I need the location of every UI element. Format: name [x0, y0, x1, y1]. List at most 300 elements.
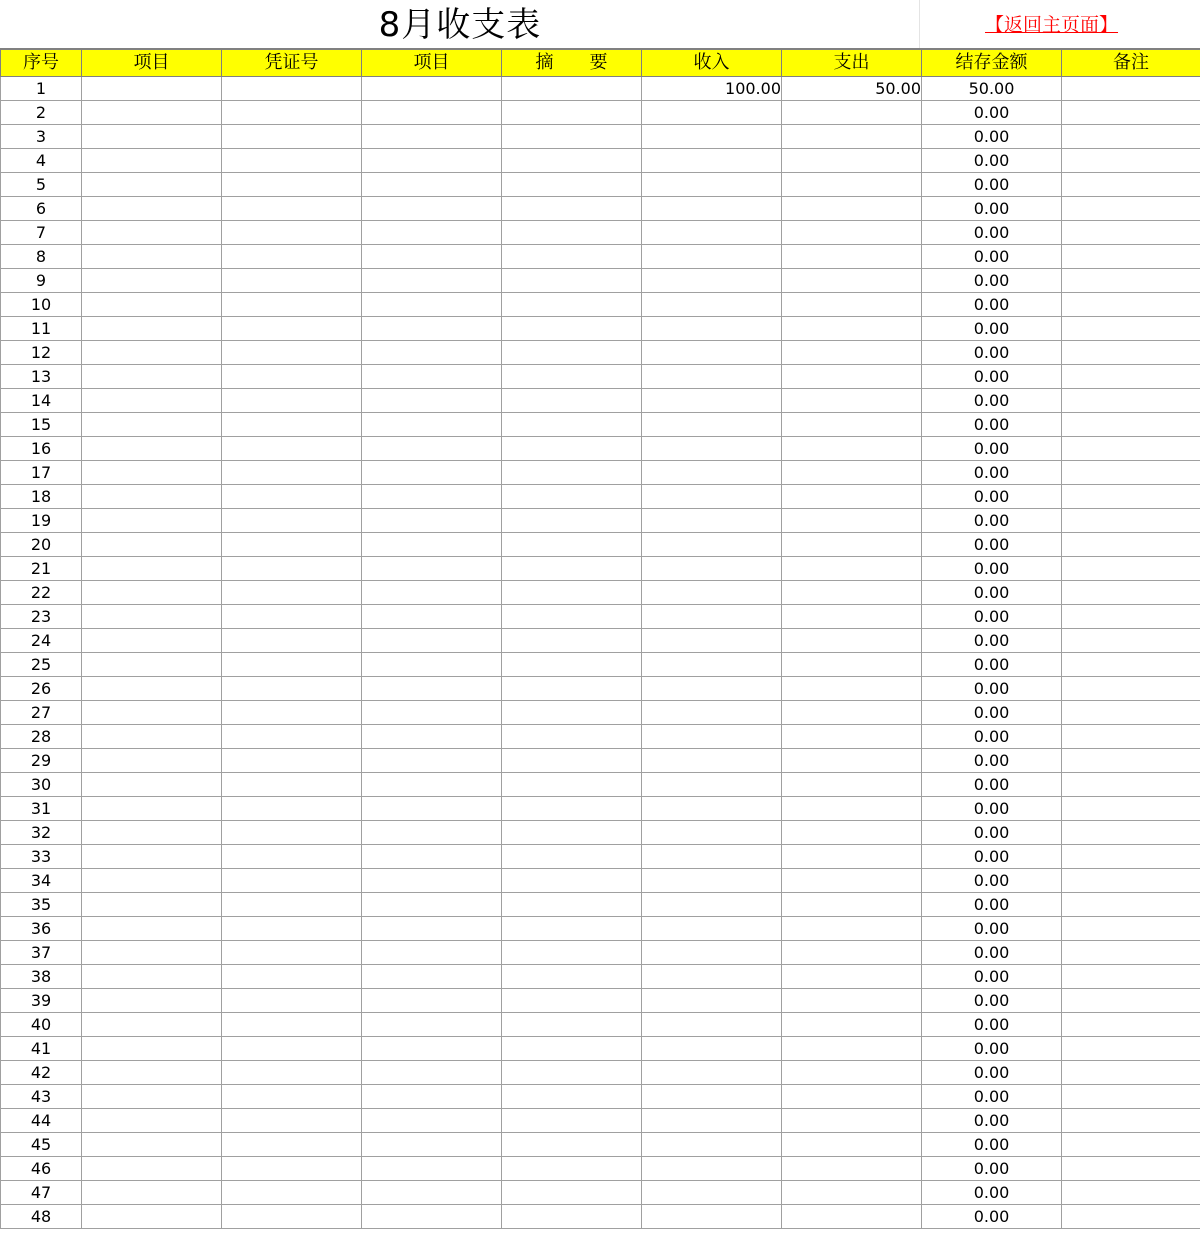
cell-serial-number[interactable]: 18 [1, 485, 82, 509]
cell-summary[interactable] [502, 413, 642, 437]
cell-serial-number[interactable]: 39 [1, 989, 82, 1013]
cell-voucher-number[interactable] [222, 269, 362, 293]
cell-income[interactable] [642, 653, 782, 677]
cell-voucher-number[interactable] [222, 965, 362, 989]
cell-item[interactable] [82, 413, 222, 437]
header-cell-expense[interactable]: 支出 [782, 50, 922, 77]
cell-item-2[interactable] [362, 197, 502, 221]
cell-expense[interactable] [782, 989, 922, 1013]
cell-voucher-number[interactable] [222, 1133, 362, 1157]
cell-serial-number[interactable]: 30 [1, 773, 82, 797]
cell-serial-number[interactable]: 17 [1, 461, 82, 485]
cell-income[interactable]: 100.00 [642, 77, 782, 101]
cell-income[interactable] [642, 317, 782, 341]
cell-expense[interactable] [782, 797, 922, 821]
cell-item[interactable] [82, 605, 222, 629]
header-cell-balance[interactable]: 结存金额 [922, 50, 1062, 77]
cell-serial-number[interactable]: 10 [1, 293, 82, 317]
cell-voucher-number[interactable] [222, 701, 362, 725]
cell-remarks[interactable] [1062, 677, 1200, 701]
cell-remarks[interactable] [1062, 1157, 1200, 1181]
cell-expense[interactable] [782, 293, 922, 317]
header-cell-serial-number[interactable]: 序号 [1, 50, 82, 77]
cell-expense[interactable] [782, 845, 922, 869]
cell-item[interactable] [82, 893, 222, 917]
cell-remarks[interactable] [1062, 989, 1200, 1013]
cell-summary[interactable] [502, 1037, 642, 1061]
cell-balance[interactable]: 0.00 [922, 101, 1062, 125]
cell-income[interactable] [642, 245, 782, 269]
cell-serial-number[interactable]: 46 [1, 1157, 82, 1181]
cell-remarks[interactable] [1062, 653, 1200, 677]
cell-balance[interactable]: 0.00 [922, 797, 1062, 821]
cell-item[interactable] [82, 77, 222, 101]
cell-serial-number[interactable]: 20 [1, 533, 82, 557]
cell-summary[interactable] [502, 845, 642, 869]
cell-expense[interactable] [782, 221, 922, 245]
cell-item[interactable] [82, 1085, 222, 1109]
cell-expense[interactable] [782, 1085, 922, 1109]
cell-income[interactable] [642, 365, 782, 389]
cell-item-2[interactable] [362, 125, 502, 149]
cell-serial-number[interactable]: 14 [1, 389, 82, 413]
cell-voucher-number[interactable] [222, 893, 362, 917]
cell-item-2[interactable] [362, 725, 502, 749]
cell-remarks[interactable] [1062, 725, 1200, 749]
header-cell-summary[interactable]: 摘 要 [502, 50, 642, 77]
cell-item-2[interactable] [362, 293, 502, 317]
cell-summary[interactable] [502, 653, 642, 677]
cell-item-2[interactable] [362, 173, 502, 197]
cell-item[interactable] [82, 341, 222, 365]
cell-item-2[interactable] [362, 581, 502, 605]
cell-serial-number[interactable]: 34 [1, 869, 82, 893]
cell-serial-number[interactable]: 44 [1, 1109, 82, 1133]
cell-expense[interactable] [782, 653, 922, 677]
cell-voucher-number[interactable] [222, 341, 362, 365]
cell-voucher-number[interactable] [222, 1205, 362, 1229]
cell-remarks[interactable] [1062, 869, 1200, 893]
cell-balance[interactable]: 0.00 [922, 1133, 1062, 1157]
cell-summary[interactable] [502, 1205, 642, 1229]
cell-balance[interactable]: 0.00 [922, 773, 1062, 797]
cell-serial-number[interactable]: 29 [1, 749, 82, 773]
cell-serial-number[interactable]: 38 [1, 965, 82, 989]
cell-expense[interactable] [782, 437, 922, 461]
cell-summary[interactable] [502, 701, 642, 725]
cell-expense[interactable] [782, 917, 922, 941]
cell-item[interactable] [82, 173, 222, 197]
cell-serial-number[interactable]: 22 [1, 581, 82, 605]
cell-item-2[interactable] [362, 1205, 502, 1229]
cell-summary[interactable] [502, 197, 642, 221]
cell-item[interactable] [82, 725, 222, 749]
cell-balance[interactable]: 0.00 [922, 125, 1062, 149]
cell-item-2[interactable] [362, 629, 502, 653]
cell-item-2[interactable] [362, 797, 502, 821]
cell-voucher-number[interactable] [222, 293, 362, 317]
cell-item-2[interactable] [362, 317, 502, 341]
header-cell-voucher-number[interactable]: 凭证号 [222, 50, 362, 77]
cell-item-2[interactable] [362, 893, 502, 917]
cell-remarks[interactable] [1062, 149, 1200, 173]
cell-summary[interactable] [502, 773, 642, 797]
cell-remarks[interactable] [1062, 269, 1200, 293]
cell-income[interactable] [642, 293, 782, 317]
cell-summary[interactable] [502, 341, 642, 365]
cell-voucher-number[interactable] [222, 461, 362, 485]
cell-item-2[interactable] [362, 1133, 502, 1157]
cell-summary[interactable] [502, 893, 642, 917]
cell-item-2[interactable] [362, 1157, 502, 1181]
cell-income[interactable] [642, 1061, 782, 1085]
cell-voucher-number[interactable] [222, 437, 362, 461]
cell-summary[interactable] [502, 269, 642, 293]
cell-balance[interactable]: 0.00 [922, 725, 1062, 749]
cell-serial-number[interactable]: 45 [1, 1133, 82, 1157]
cell-remarks[interactable] [1062, 893, 1200, 917]
cell-item[interactable] [82, 365, 222, 389]
cell-expense[interactable] [782, 101, 922, 125]
cell-remarks[interactable] [1062, 917, 1200, 941]
cell-voucher-number[interactable] [222, 941, 362, 965]
cell-remarks[interactable] [1062, 557, 1200, 581]
cell-expense[interactable] [782, 725, 922, 749]
cell-remarks[interactable] [1062, 365, 1200, 389]
cell-balance[interactable]: 0.00 [922, 509, 1062, 533]
cell-item-2[interactable] [362, 869, 502, 893]
cell-serial-number[interactable]: 24 [1, 629, 82, 653]
cell-serial-number[interactable]: 40 [1, 1013, 82, 1037]
cell-summary[interactable] [502, 173, 642, 197]
cell-balance[interactable]: 0.00 [922, 557, 1062, 581]
cell-balance[interactable]: 0.00 [922, 701, 1062, 725]
cell-balance[interactable]: 0.00 [922, 269, 1062, 293]
cell-remarks[interactable] [1062, 1133, 1200, 1157]
cell-balance[interactable]: 0.00 [922, 581, 1062, 605]
cell-item[interactable] [82, 1013, 222, 1037]
cell-voucher-number[interactable] [222, 509, 362, 533]
cell-balance[interactable]: 0.00 [922, 629, 1062, 653]
cell-remarks[interactable] [1062, 845, 1200, 869]
cell-summary[interactable] [502, 245, 642, 269]
cell-item-2[interactable] [362, 1061, 502, 1085]
cell-remarks[interactable] [1062, 77, 1200, 101]
cell-summary[interactable] [502, 365, 642, 389]
cell-income[interactable] [642, 965, 782, 989]
cell-income[interactable] [642, 1109, 782, 1133]
cell-serial-number[interactable]: 41 [1, 1037, 82, 1061]
cell-balance[interactable]: 0.00 [922, 989, 1062, 1013]
cell-serial-number[interactable]: 48 [1, 1205, 82, 1229]
cell-expense[interactable] [782, 605, 922, 629]
cell-voucher-number[interactable] [222, 77, 362, 101]
cell-serial-number[interactable]: 6 [1, 197, 82, 221]
cell-voucher-number[interactable] [222, 101, 362, 125]
cell-summary[interactable] [502, 149, 642, 173]
cell-expense[interactable] [782, 677, 922, 701]
cell-serial-number[interactable]: 9 [1, 269, 82, 293]
cell-summary[interactable] [502, 557, 642, 581]
cell-income[interactable] [642, 413, 782, 437]
cell-voucher-number[interactable] [222, 773, 362, 797]
cell-expense[interactable] [782, 413, 922, 437]
cell-item-2[interactable] [362, 1013, 502, 1037]
cell-voucher-number[interactable] [222, 149, 362, 173]
cell-expense[interactable] [782, 1157, 922, 1181]
cell-item-2[interactable] [362, 605, 502, 629]
cell-balance[interactable]: 0.00 [922, 461, 1062, 485]
cell-income[interactable] [642, 869, 782, 893]
cell-balance[interactable]: 0.00 [922, 653, 1062, 677]
cell-item-2[interactable] [362, 677, 502, 701]
cell-summary[interactable] [502, 1085, 642, 1109]
cell-summary[interactable] [502, 677, 642, 701]
cell-income[interactable] [642, 269, 782, 293]
cell-remarks[interactable] [1062, 605, 1200, 629]
cell-remarks[interactable] [1062, 173, 1200, 197]
cell-income[interactable] [642, 533, 782, 557]
cell-item[interactable] [82, 677, 222, 701]
cell-item[interactable] [82, 1109, 222, 1133]
cell-serial-number[interactable]: 36 [1, 917, 82, 941]
cell-item-2[interactable] [362, 77, 502, 101]
cell-voucher-number[interactable] [222, 389, 362, 413]
cell-income[interactable] [642, 941, 782, 965]
cell-item-2[interactable] [362, 485, 502, 509]
cell-item-2[interactable] [362, 1181, 502, 1205]
cell-summary[interactable] [502, 1109, 642, 1133]
cell-voucher-number[interactable] [222, 485, 362, 509]
cell-balance[interactable]: 0.00 [922, 533, 1062, 557]
cell-serial-number[interactable]: 42 [1, 1061, 82, 1085]
cell-serial-number[interactable]: 25 [1, 653, 82, 677]
cell-income[interactable] [642, 485, 782, 509]
cell-item[interactable] [82, 1157, 222, 1181]
cell-remarks[interactable] [1062, 1205, 1200, 1229]
cell-voucher-number[interactable] [222, 917, 362, 941]
cell-voucher-number[interactable] [222, 317, 362, 341]
cell-voucher-number[interactable] [222, 1085, 362, 1109]
cell-item-2[interactable] [362, 437, 502, 461]
cell-item[interactable] [82, 965, 222, 989]
cell-remarks[interactable] [1062, 293, 1200, 317]
cell-item-2[interactable] [362, 701, 502, 725]
cell-expense[interactable] [782, 1181, 922, 1205]
cell-item[interactable] [82, 749, 222, 773]
cell-balance[interactable]: 0.00 [922, 317, 1062, 341]
cell-income[interactable] [642, 725, 782, 749]
cell-remarks[interactable] [1062, 1181, 1200, 1205]
header-cell-item[interactable]: 项目 [82, 50, 222, 77]
cell-item-2[interactable] [362, 269, 502, 293]
cell-expense[interactable] [782, 269, 922, 293]
cell-balance[interactable]: 0.00 [922, 917, 1062, 941]
cell-income[interactable] [642, 845, 782, 869]
cell-summary[interactable] [502, 101, 642, 125]
cell-remarks[interactable] [1062, 413, 1200, 437]
cell-item-2[interactable] [362, 1109, 502, 1133]
cell-expense[interactable] [782, 1205, 922, 1229]
cell-expense[interactable] [782, 317, 922, 341]
cell-expense[interactable] [782, 1013, 922, 1037]
cell-item[interactable] [82, 317, 222, 341]
cell-balance[interactable]: 0.00 [922, 869, 1062, 893]
cell-remarks[interactable] [1062, 773, 1200, 797]
cell-voucher-number[interactable] [222, 797, 362, 821]
cell-summary[interactable] [502, 629, 642, 653]
cell-serial-number[interactable]: 37 [1, 941, 82, 965]
cell-serial-number[interactable]: 11 [1, 317, 82, 341]
cell-expense[interactable] [782, 749, 922, 773]
cell-voucher-number[interactable] [222, 1013, 362, 1037]
cell-item[interactable] [82, 509, 222, 533]
cell-balance[interactable]: 0.00 [922, 965, 1062, 989]
cell-voucher-number[interactable] [222, 365, 362, 389]
cell-balance[interactable]: 50.00 [922, 77, 1062, 101]
cell-balance[interactable]: 0.00 [922, 197, 1062, 221]
cell-serial-number[interactable]: 23 [1, 605, 82, 629]
cell-remarks[interactable] [1062, 965, 1200, 989]
cell-voucher-number[interactable] [222, 533, 362, 557]
cell-summary[interactable] [502, 125, 642, 149]
cell-expense[interactable] [782, 893, 922, 917]
cell-income[interactable] [642, 1133, 782, 1157]
cell-summary[interactable] [502, 1061, 642, 1085]
cell-income[interactable] [642, 101, 782, 125]
cell-serial-number[interactable]: 21 [1, 557, 82, 581]
cell-remarks[interactable] [1062, 1013, 1200, 1037]
cell-item[interactable] [82, 845, 222, 869]
cell-serial-number[interactable]: 15 [1, 413, 82, 437]
cell-summary[interactable] [502, 1013, 642, 1037]
cell-income[interactable] [642, 893, 782, 917]
cell-income[interactable] [642, 149, 782, 173]
cell-expense[interactable] [782, 341, 922, 365]
cell-item-2[interactable] [362, 941, 502, 965]
cell-summary[interactable] [502, 293, 642, 317]
cell-balance[interactable]: 0.00 [922, 1205, 1062, 1229]
cell-voucher-number[interactable] [222, 1157, 362, 1181]
cell-balance[interactable]: 0.00 [922, 1013, 1062, 1037]
cell-income[interactable] [642, 557, 782, 581]
cell-expense[interactable] [782, 245, 922, 269]
cell-item-2[interactable] [362, 389, 502, 413]
cell-serial-number[interactable]: 4 [1, 149, 82, 173]
cell-item[interactable] [82, 869, 222, 893]
cell-item[interactable] [82, 125, 222, 149]
cell-remarks[interactable] [1062, 1037, 1200, 1061]
cell-expense[interactable] [782, 701, 922, 725]
cell-item-2[interactable] [362, 221, 502, 245]
cell-expense[interactable] [782, 1037, 922, 1061]
cell-expense[interactable] [782, 197, 922, 221]
cell-item-2[interactable] [362, 341, 502, 365]
cell-item-2[interactable] [362, 821, 502, 845]
cell-voucher-number[interactable] [222, 581, 362, 605]
cell-voucher-number[interactable] [222, 677, 362, 701]
cell-balance[interactable]: 0.00 [922, 245, 1062, 269]
cell-expense[interactable] [782, 581, 922, 605]
cell-remarks[interactable] [1062, 821, 1200, 845]
cell-item-2[interactable] [362, 101, 502, 125]
cell-serial-number[interactable]: 47 [1, 1181, 82, 1205]
cell-income[interactable] [642, 509, 782, 533]
cell-expense[interactable] [782, 965, 922, 989]
cell-voucher-number[interactable] [222, 221, 362, 245]
cell-item[interactable] [82, 461, 222, 485]
cell-income[interactable] [642, 389, 782, 413]
cell-item[interactable] [82, 437, 222, 461]
cell-item[interactable] [82, 917, 222, 941]
cell-remarks[interactable] [1062, 461, 1200, 485]
cell-balance[interactable]: 0.00 [922, 389, 1062, 413]
cell-item-2[interactable] [362, 773, 502, 797]
cell-item[interactable] [82, 821, 222, 845]
cell-item[interactable] [82, 773, 222, 797]
cell-serial-number[interactable]: 12 [1, 341, 82, 365]
cell-remarks[interactable] [1062, 101, 1200, 125]
cell-voucher-number[interactable] [222, 725, 362, 749]
cell-voucher-number[interactable] [222, 821, 362, 845]
cell-summary[interactable] [502, 461, 642, 485]
cell-income[interactable] [642, 1037, 782, 1061]
cell-voucher-number[interactable] [222, 1181, 362, 1205]
cell-summary[interactable] [502, 725, 642, 749]
cell-remarks[interactable] [1062, 125, 1200, 149]
cell-item-2[interactable] [362, 989, 502, 1013]
cell-remarks[interactable] [1062, 701, 1200, 725]
cell-serial-number[interactable]: 28 [1, 725, 82, 749]
cell-income[interactable] [642, 605, 782, 629]
cell-serial-number[interactable]: 1 [1, 77, 82, 101]
cell-income[interactable] [642, 989, 782, 1013]
cell-voucher-number[interactable] [222, 629, 362, 653]
cell-item[interactable] [82, 245, 222, 269]
cell-item[interactable] [82, 989, 222, 1013]
cell-item-2[interactable] [362, 509, 502, 533]
cell-serial-number[interactable]: 8 [1, 245, 82, 269]
cell-expense[interactable] [782, 773, 922, 797]
cell-balance[interactable]: 0.00 [922, 1109, 1062, 1133]
cell-summary[interactable] [502, 1181, 642, 1205]
cell-income[interactable] [642, 581, 782, 605]
cell-expense[interactable] [782, 485, 922, 509]
cell-voucher-number[interactable] [222, 845, 362, 869]
cell-expense[interactable]: 50.00 [782, 77, 922, 101]
cell-remarks[interactable] [1062, 1085, 1200, 1109]
cell-income[interactable] [642, 341, 782, 365]
cell-expense[interactable] [782, 389, 922, 413]
cell-income[interactable] [642, 197, 782, 221]
cell-income[interactable] [642, 173, 782, 197]
cell-balance[interactable]: 0.00 [922, 749, 1062, 773]
cell-expense[interactable] [782, 509, 922, 533]
cell-summary[interactable] [502, 485, 642, 509]
cell-serial-number[interactable]: 31 [1, 797, 82, 821]
cell-income[interactable] [642, 797, 782, 821]
header-cell-income[interactable]: 收入 [642, 50, 782, 77]
cell-remarks[interactable] [1062, 1109, 1200, 1133]
cell-item[interactable] [82, 701, 222, 725]
cell-income[interactable] [642, 221, 782, 245]
cell-summary[interactable] [502, 77, 642, 101]
cell-remarks[interactable] [1062, 797, 1200, 821]
cell-balance[interactable]: 0.00 [922, 605, 1062, 629]
cell-expense[interactable] [782, 1133, 922, 1157]
cell-expense[interactable] [782, 1109, 922, 1133]
cell-item[interactable] [82, 557, 222, 581]
